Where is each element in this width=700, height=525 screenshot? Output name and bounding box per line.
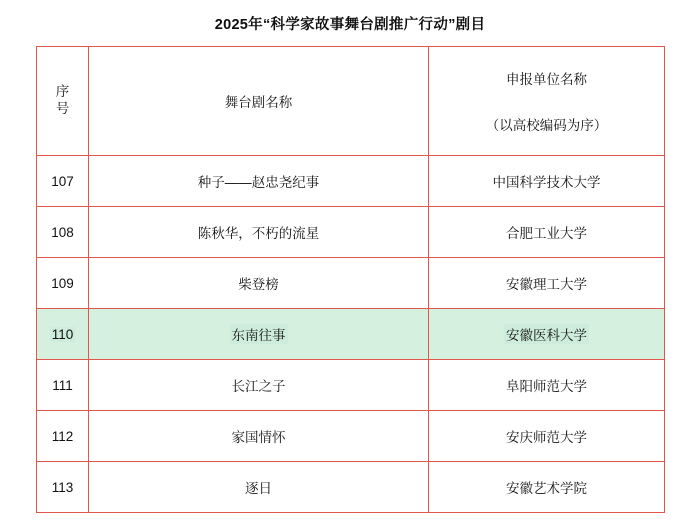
row-applicant-unit — [429, 207, 665, 258]
row-applicant-unit — [429, 309, 665, 360]
table-row — [37, 411, 665, 462]
column-header-applicant-unit — [429, 47, 665, 156]
table-row — [37, 207, 665, 258]
row-sequence: 108 — [37, 207, 89, 258]
row-sequence: 109 — [37, 258, 89, 309]
row-drama-name-text: 家国情怀 — [231, 430, 286, 445]
column-header-applicant-unit-line1: 申报单位名称 — [506, 72, 587, 87]
row-applicant-unit-text: 安徽理工大学 — [506, 277, 587, 292]
table-row-highlighted — [37, 309, 665, 360]
row-drama-name — [89, 207, 429, 258]
row-applicant-unit-text: 安徽医科大学 — [504, 324, 589, 344]
page-title: 2025年“科学家故事舞台剧推广行动”剧目 — [214, 17, 486, 33]
row-drama-name-text: 长江之子 — [231, 379, 286, 394]
table-header-row — [37, 47, 665, 156]
row-drama-name-text: 种子——赵忠尧纪事 — [197, 175, 320, 190]
row-drama-name-text: 柴登榜 — [238, 277, 279, 292]
row-applicant-unit-text: 阜阳师范大学 — [506, 379, 587, 394]
row-sequence-text: 110 — [51, 326, 74, 342]
row-drama-name — [89, 156, 429, 207]
row-drama-name — [89, 258, 429, 309]
row-drama-name — [89, 360, 429, 411]
row-applicant-unit-text: 安庆师范大学 — [506, 430, 587, 445]
row-applicant-unit-text: 安徽艺术学院 — [506, 481, 587, 496]
row-drama-name-text: 东南往事 — [230, 324, 288, 344]
row-drama-name — [89, 411, 429, 462]
row-applicant-unit — [429, 411, 665, 462]
row-drama-name — [89, 309, 429, 360]
column-header-sequence-char-2: 号 — [55, 101, 70, 116]
table-row — [37, 360, 665, 411]
table-row — [37, 462, 665, 513]
row-applicant-unit — [429, 360, 665, 411]
row-applicant-unit-text: 中国科学技术大学 — [492, 175, 601, 190]
row-applicant-unit — [429, 156, 665, 207]
table-body — [37, 47, 665, 513]
table-row — [37, 258, 665, 309]
row-sequence: 111 — [37, 360, 89, 411]
table-container — [0, 46, 700, 513]
row-sequence: 113 — [37, 462, 89, 513]
column-header-applicant-unit-line2: （以高校编码为序） — [485, 118, 608, 133]
column-header-drama-name: 舞台剧名称 — [89, 47, 429, 156]
row-sequence: 107 — [37, 156, 89, 207]
row-applicant-unit-text: 合肥工业大学 — [506, 226, 587, 241]
row-drama-name — [89, 462, 429, 513]
column-header-sequence — [37, 47, 89, 156]
column-header-sequence-char-1: 序 — [55, 84, 70, 100]
table-row — [37, 156, 665, 207]
row-drama-name-text: 逐日 — [245, 481, 272, 496]
drama-list-table — [36, 46, 665, 513]
row-applicant-unit — [429, 462, 665, 513]
row-sequence — [37, 309, 89, 360]
row-sequence: 112 — [37, 411, 89, 462]
row-applicant-unit — [429, 258, 665, 309]
row-drama-name-text: 陈秋华，不朽的流星 — [197, 226, 320, 241]
